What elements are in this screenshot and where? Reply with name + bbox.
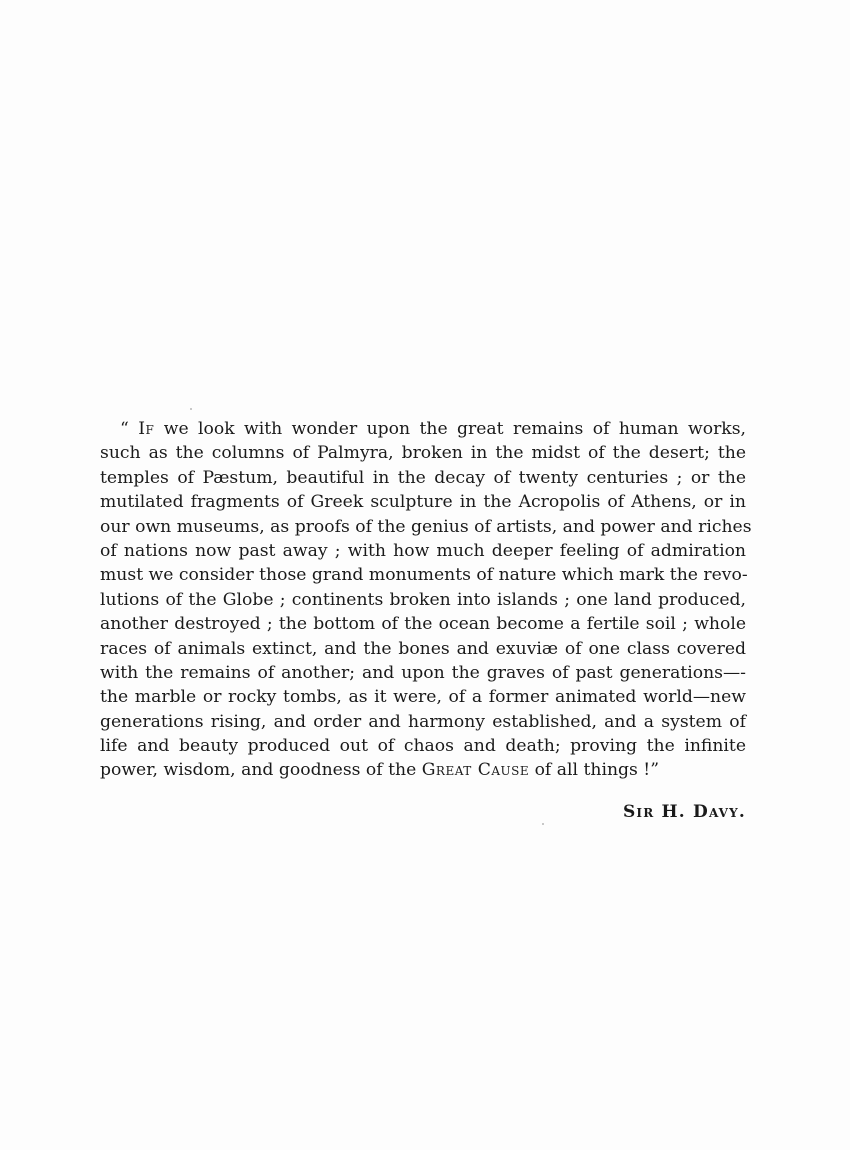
quote-line-12: the marble or rocky tombs, as it were, of a former animated world—new <box>100 687 746 708</box>
epigraph-quote <box>100 417 752 783</box>
quote-attribution: Sir H. Davy. <box>622 802 746 822</box>
quote-line-9: another destroyed ; the bottom of the ocean become a fertile soil ; whole <box>100 614 746 635</box>
quote-line-15: power, wisdom, and goodness of the Great Cause of all things !” <box>100 760 659 781</box>
quote-line-10: races of animals extinct, and the bones and exuviæ of one class covered <box>100 638 746 659</box>
quote-line-3: temples of Pæstum, beautiful in the decay of twenty centuries ; or the <box>100 467 746 488</box>
great-cause-smallcaps: Great Cause <box>421 760 530 781</box>
quote-line-11: with the remains of another; and upon the graves of past generations—- <box>100 662 746 683</box>
quote-line-13: generations rising, and order and harmony established, and a system of <box>100 711 746 732</box>
quote-line-4: mutilated fragments of Greek sculpture in the Acropolis of Athens, or in <box>100 492 746 513</box>
quote-line-8: lutions of the Globe ; continents broken into islands ; one land produced, <box>100 589 746 610</box>
quote-line-1: “ If we look with wonder upon the great remains of human works, <box>120 419 746 439</box>
print-speck <box>190 408 192 410</box>
drop-word: If <box>138 419 155 439</box>
quote-line-5: our own museums, as proofs of the genius of artists, and power and riches <box>100 516 752 537</box>
quote-line-2: such as the columns of Palmyra, broken in the midst of the desert; the <box>100 443 746 464</box>
quote-line-7: must we consider those grand monuments of nature which mark the revo- <box>100 565 748 586</box>
quote-line-6: of nations now past away ; with how much deeper feeling of admiration <box>100 540 746 561</box>
quote-line-14: life and beauty produced out of chaos and death; proving the infinite <box>100 736 746 757</box>
print-speck <box>542 823 544 825</box>
